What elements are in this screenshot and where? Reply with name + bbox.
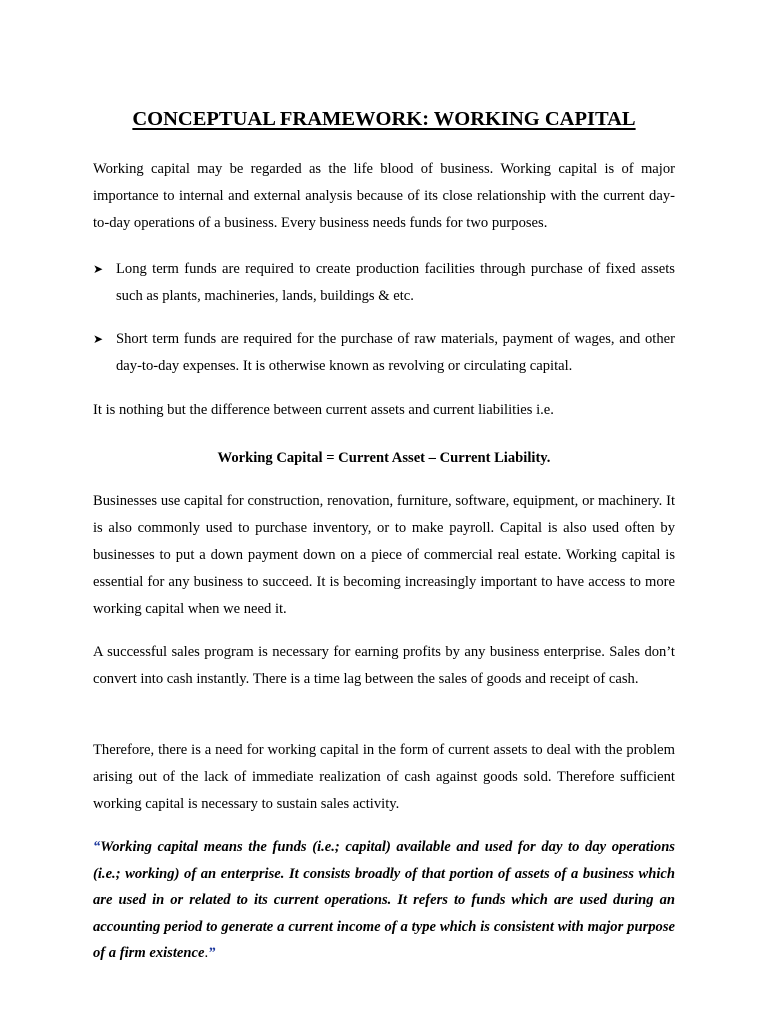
- page-title: CONCEPTUAL FRAMEWORK: WORKING CAPITAL: [132, 108, 636, 130]
- difference-paragraph: It is nothing but the difference between current assets and current liabilities i.e.: [93, 402, 554, 418]
- quote-open-mark: “: [93, 839, 101, 855]
- list-item: [93, 256, 675, 310]
- bullet-text-long-term: Long term funds are required to create production facilities through purchase of fixed assets such as plants, machineries, lands, buildings & etc.: [116, 261, 675, 304]
- definition-quote: [93, 834, 675, 967]
- formula-line: Working Capital = Current Asset – Current Liability.: [217, 450, 551, 466]
- businesses-paragraph: Businesses use capital for construction, renovation, furniture, software, equipment, or machinery. It is also commonly used to purchase inventory, or to make payroll. Capital is also used often by businesses to put a down payment down on a piece of commercial real estate. Working capital is essential for any business to succeed. It is becoming increasingly important to have access to more working capital when we need it.: [93, 493, 675, 617]
- arrowhead-bullet-icon: ➤: [93, 262, 104, 276]
- quote-period: .: [204, 945, 209, 962]
- arrowhead-bullet-icon: ➤: [93, 332, 104, 346]
- bullet-text-short-term: Short term funds are required for the purchase of raw materials, payment of wages, and other day-to-day expenses. It is otherwise known as revolving or circulating capital.: [116, 331, 675, 374]
- therefore-paragraph: Therefore, there is a need for working capital in the form of current assets to deal with the problem arising out of the lack of immediate realization of cash against goods sold. Therefore sufficient working capital is necessary to sustain sales activity.: [93, 742, 675, 812]
- list-item: [93, 326, 675, 380]
- sales-paragraph: A successful sales program is necessary for earning profits by any business enterprise. Sales don’t convert into cash instantly. There is a time lag between the sales of goods and receipt of cash.: [93, 644, 675, 687]
- intro-paragraph: Working capital may be regarded as the life blood of business. Working capital is of major importance to internal and external analysis because of its close relationship with the current day-to-day operations of a business. Every business needs funds for two purposes.: [93, 161, 675, 231]
- quote-text: Working capital means the funds (i.e.; capital) available and used for day to day operations (i.e.; working) of an enterprise. It consists broadly of that portion of assets of a business which are used in or related to its current operations. It refers to funds which are used during an accounting period to generate a current income of a type which is consistent with major purpose of a firm existence: [93, 839, 675, 962]
- quote-close-mark: ”: [208, 945, 216, 962]
